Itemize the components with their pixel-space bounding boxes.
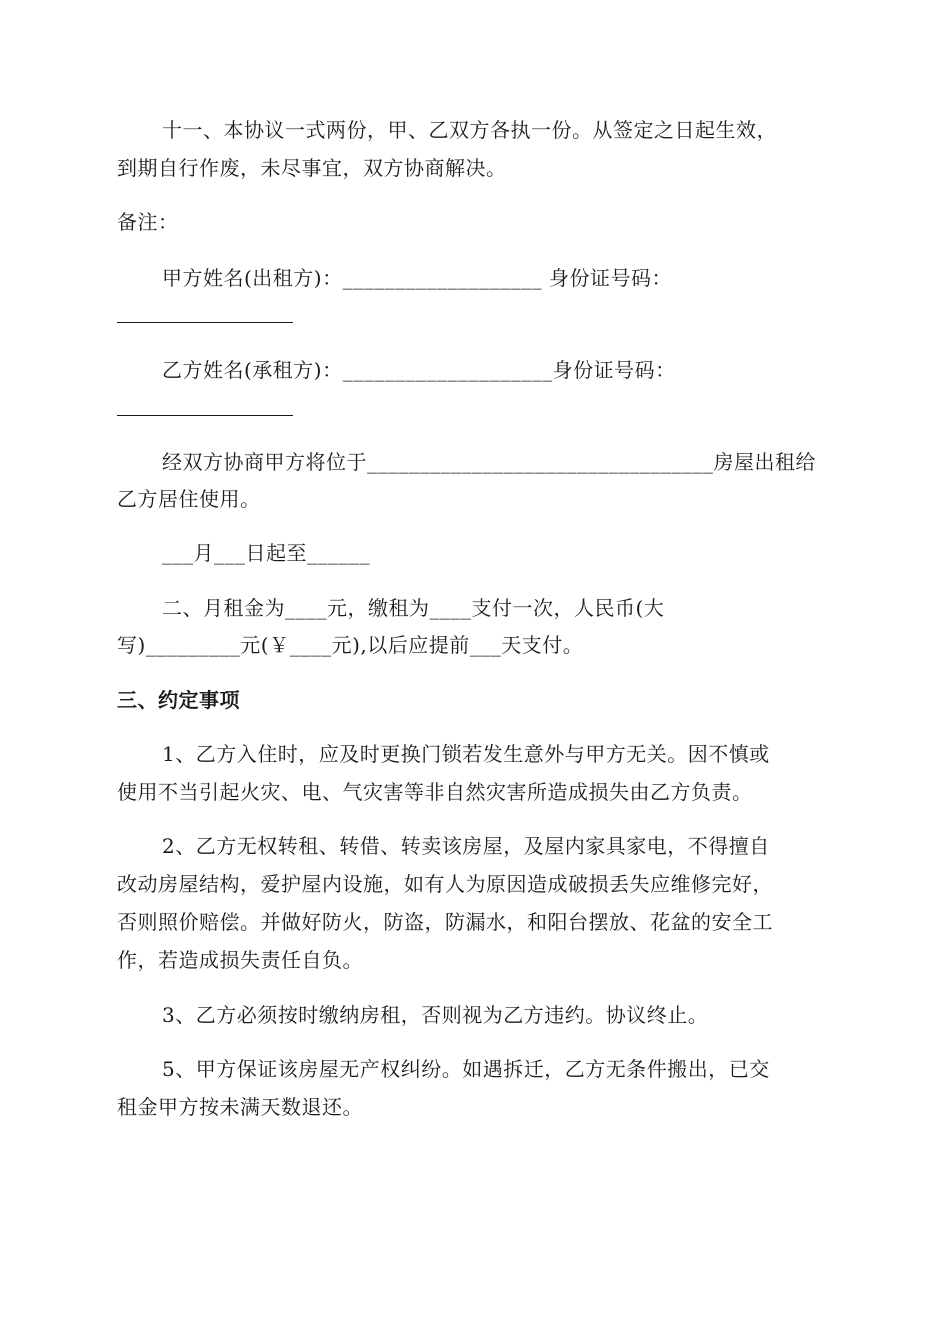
location-line-1: 经双方协商甲方将位于_________________________________房屋出租给 xyxy=(162,450,816,474)
party-b-id-blank xyxy=(117,415,293,416)
item-1-line-1: 1、乙方入住时，应及时更换门锁若发生意外与甲方无关。因不慎或 xyxy=(162,742,770,766)
rent-line-2: 写)_________元(￥____元),以后应提前___天支付。 xyxy=(117,633,584,657)
rent-line-1: 二、月租金为____元，缴租为____支付一次，人民币(大 xyxy=(162,596,665,620)
item-2-line-2: 改动房屋结构，爱护屋内设施，如有人为原因造成破损丢失应维修完好， xyxy=(117,872,773,896)
item-1-line-2: 使用不当引起火灾、电、气灾害等非自然灾害所造成损失由乙方负责。 xyxy=(117,780,753,804)
remark-label: 备注： xyxy=(117,210,179,234)
party-b-line: 乙方姓名(承租方)：____________________身份证号码： xyxy=(162,358,676,382)
location-line-2: 乙方居住使用。 xyxy=(117,487,261,511)
item-3-line-1: 3、乙方必须按时缴纳房租，否则视为乙方违约。协议终止。 xyxy=(162,1003,709,1027)
item-2-line-1: 2、乙方无权转租、转借、转卖该房屋，及屋内家具家电，不得擅自 xyxy=(162,834,770,858)
item-2-line-4: 作，若造成损失责任自负。 xyxy=(117,948,363,972)
item-5-line-2: 租金甲方按未满天数退还。 xyxy=(117,1095,363,1119)
clause-11-line-1: 十一、本协议一式两份，甲、乙双方各执一份。从签定之日起生效， xyxy=(162,118,777,142)
section-3-heading: 三、约定事项 xyxy=(117,688,240,712)
item-5-line-1: 5、甲方保证该房屋无产权纠纷。如遇拆迁，乙方无条件搬出，已交 xyxy=(162,1057,770,1081)
date-line: ___月___日起至______ xyxy=(162,541,370,565)
party-a-id-blank xyxy=(117,322,293,323)
item-2-line-3: 否则照价赔偿。并做好防火，防盗，防漏水，和阳台摆放、花盆的安全工 xyxy=(117,910,773,934)
party-a-line: 甲方姓名(出租方)：___________________ 身份证号码： xyxy=(162,266,672,290)
clause-11-line-2: 到期自行作废，未尽事宜，双方协商解决。 xyxy=(117,156,507,180)
